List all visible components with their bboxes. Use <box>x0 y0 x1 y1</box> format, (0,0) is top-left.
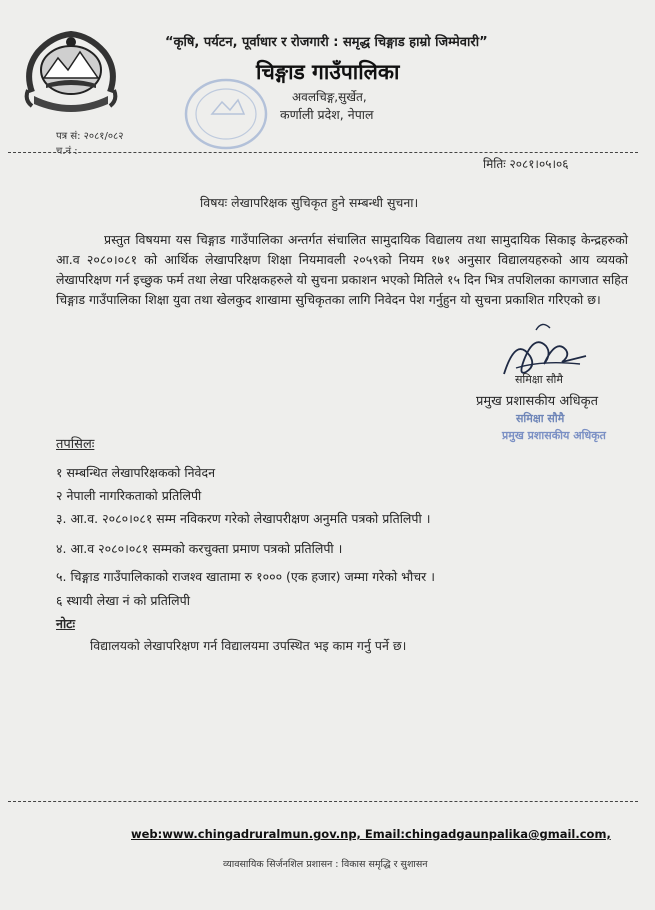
address-line-2: कर्णाली प्रदेश, नेपाल <box>280 107 374 122</box>
list-item: ४. आ.व २०८०।०८१ सम्मको करचुक्ता प्रमाण पत्रको प्रतिलिपी । <box>56 541 343 556</box>
footer-divider <box>8 801 638 802</box>
list-item: २ नेपाली नागरिकताको प्रतिलिपी <box>56 488 202 503</box>
signatory-name: समिक्षा सौमै <box>515 373 563 386</box>
note-heading: नोटः <box>56 616 76 631</box>
footer-motto: व्यावसायिक सिर्जनशिल प्रशासन : विकास समृद्धि र सुशासन <box>223 859 428 870</box>
letter-date: मितिः २०८१।०५।०६ <box>483 157 569 171</box>
subject-line: विषयः लेखापरिक्षक सुचिकृत हुने सम्बन्धी सुचना। <box>200 195 419 210</box>
dispatch-number: च.नं : <box>56 146 78 157</box>
signatory-title: प्रमुख प्रशासकीय अधिकृत <box>476 394 599 409</box>
stamp-name: समिक्षा सौमै <box>516 412 565 425</box>
list-item: ५. चिङ्गाड गाउँपालिकाको राजश्व खातामा रु १००० (एक हजार) जम्मा गरेको भौचर । <box>56 569 435 584</box>
notice-body: प्रस्तुत विषयमा यस चिङ्गाड गाउँपालिका अन्तर्गत संचालित सामुदायिक विद्यालय तथा सामुदायिक सिकाइ केन्द्रहरुको आ.व २०८०।०८१ को आर्थिक लेखापरिक्षण शिक्षा नियमावली २०५९को नियम १७१ अनुसार विद्यालयहरुको आय व्ययको लेखापरिक्षण गर्न इच्छुक फर्म तथा लेखा परिक्षकहरुले यो सुचना प्रकाशन भएको मितिले १५ दिन भित्र तपशिलका कागजात सहित चिङ्गाड गाउँपालिका शिक्षा युवा तथा खेलकुद शाखामा सुचिकृतका लागि निवेदन पेश गर्नुहुन यो सुचना प्रकाशित गरिएको छ। <box>56 232 628 307</box>
office-name: चिङ्गाड गाउँपालिका <box>256 60 400 84</box>
list-item: ३. आ.व. २०८०।०८१ सम्म नविकरण गरेको लेखापरीक्षण अनुमति पत्रको प्रतिलिपी । <box>56 511 431 526</box>
nepal-emblem-icon <box>22 30 120 114</box>
header-divider <box>8 152 638 153</box>
address-line-1: अवलचिङ्ग,सुर्खेत, <box>292 90 367 104</box>
details-heading: तपसिलः <box>56 437 95 452</box>
note-text: विद्यालयको लेखापरिक्षण गर्न विद्यालयमा उपस्थित भइ काम गर्नु पर्ने छ। <box>90 638 407 653</box>
office-stamp-icon <box>178 74 274 154</box>
list-item: ६ स्थायी लेखा नं को प्रतिलिपी <box>56 593 190 608</box>
list-item: १ सम्बन्धित लेखापरिक्षकको निवेदन <box>56 465 216 480</box>
letter-number: पत्र सं: २०८१/०८२ <box>56 131 124 142</box>
slogan: “कृषि, पर्यटन, पूर्वाधार र रोजगारी : समृद्ध चिङ्गाड हाम्रो जिम्मेवारी” <box>165 35 488 50</box>
stamp-title: प्रमुख प्रशासकीय अधिकृत <box>502 429 606 442</box>
footer-contact: web:www.chingadruralmun.gov.np, Email:chingadgaunpalika@gmail.com, <box>131 827 611 841</box>
